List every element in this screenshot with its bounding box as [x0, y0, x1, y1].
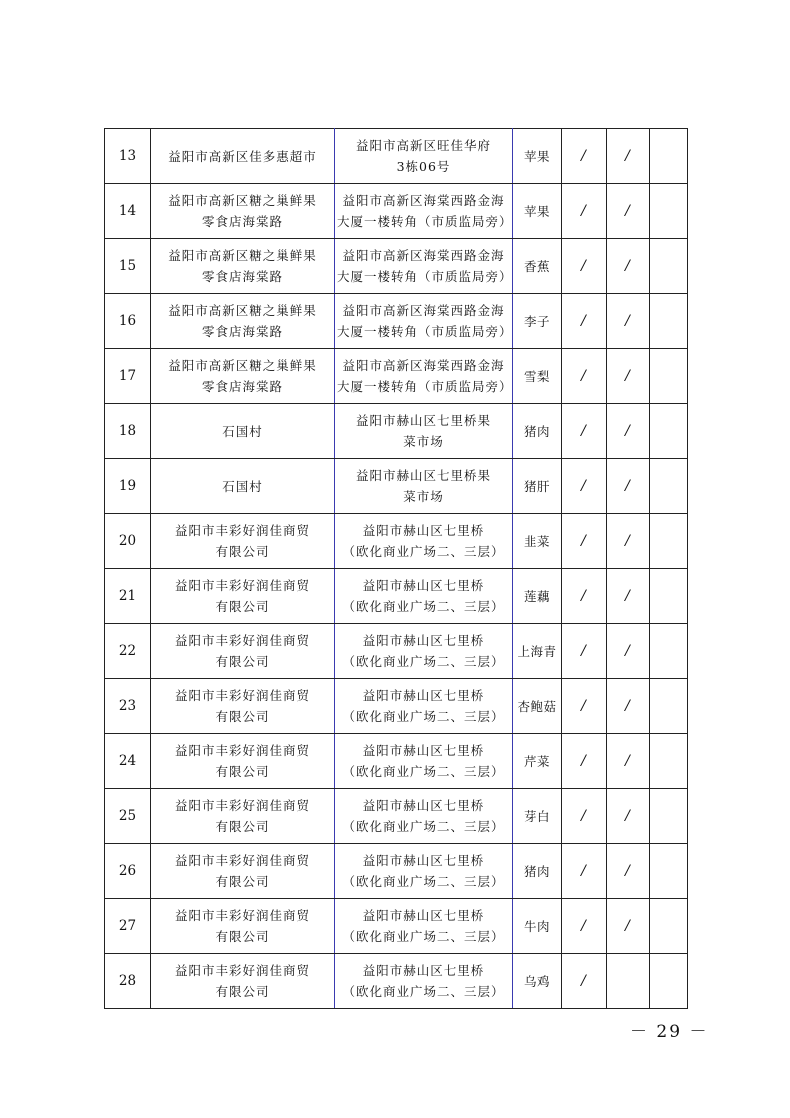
address-cell: 益阳市赫山区七里桥 （欧化商业广场二、三层） — [335, 624, 513, 679]
row-number: 23 — [105, 679, 151, 734]
entity-name-cell: 益阳市丰彩好润佳商贸 有限公司 — [151, 569, 335, 624]
result-cell-1: / — [562, 239, 607, 294]
remark-cell — [650, 789, 688, 844]
remark-cell — [650, 954, 688, 1009]
sample-name-cell: 猪肝 — [513, 459, 562, 514]
result-cell-1: / — [562, 349, 607, 404]
row-number: 26 — [105, 844, 151, 899]
row-number: 17 — [105, 349, 151, 404]
result-cell-1: / — [562, 734, 607, 789]
result-cell-2: / — [607, 624, 650, 679]
result-cell-1: / — [562, 294, 607, 349]
address-cell: 益阳市赫山区七里桥 （欧化商业广场二、三层） — [335, 844, 513, 899]
row-number: 27 — [105, 899, 151, 954]
sample-name-cell: 雪梨 — [513, 349, 562, 404]
remark-cell — [650, 129, 688, 184]
result-cell-2: / — [607, 294, 650, 349]
remark-cell — [650, 294, 688, 349]
remark-cell — [650, 844, 688, 899]
table-row — [105, 734, 688, 789]
table-row — [105, 624, 688, 679]
entity-name-cell: 益阳市丰彩好润佳商贸 有限公司 — [151, 899, 335, 954]
table-row — [105, 349, 688, 404]
sample-name-cell: 猪肉 — [513, 844, 562, 899]
address-cell: 益阳市赫山区七里桥 （欧化商业广场二、三层） — [335, 734, 513, 789]
entity-name-cell: 益阳市丰彩好润佳商贸 有限公司 — [151, 514, 335, 569]
entity-name-cell: 益阳市丰彩好润佳商贸 有限公司 — [151, 734, 335, 789]
result-cell-1: / — [562, 569, 607, 624]
result-cell-2: / — [607, 239, 650, 294]
entity-name-cell: 益阳市丰彩好润佳商贸 有限公司 — [151, 789, 335, 844]
sample-name-cell: 牛肉 — [513, 899, 562, 954]
table-row — [105, 789, 688, 844]
table-row — [105, 294, 688, 349]
row-number: 22 — [105, 624, 151, 679]
table-row — [105, 679, 688, 734]
entity-name-cell: 石国村 — [151, 404, 335, 459]
result-cell-1: / — [562, 899, 607, 954]
table-row — [105, 954, 688, 1009]
result-cell-1: / — [562, 514, 607, 569]
table-row — [105, 899, 688, 954]
sample-name-cell: 猪肉 — [513, 404, 562, 459]
page-number: － 29 － — [630, 1022, 709, 1042]
table-row — [105, 129, 688, 184]
result-cell-1: / — [562, 184, 607, 239]
entity-name-cell: 益阳市高新区糖之巢鲜果 零食店海棠路 — [151, 184, 335, 239]
table-row — [105, 459, 688, 514]
address-cell: 益阳市高新区海棠西路金海 大厦一楼转角（市质监局旁） — [335, 239, 513, 294]
entity-name-cell: 益阳市高新区佳多惠超市 — [151, 129, 335, 184]
row-number: 24 — [105, 734, 151, 789]
remark-cell — [650, 624, 688, 679]
result-cell-1: / — [562, 404, 607, 459]
address-cell: 益阳市赫山区七里桥 （欧化商业广场二、三层） — [335, 569, 513, 624]
remark-cell — [650, 239, 688, 294]
remark-cell — [650, 349, 688, 404]
sample-name-cell: 乌鸡 — [513, 954, 562, 1009]
remark-cell — [650, 569, 688, 624]
sample-name-cell: 韭菜 — [513, 514, 562, 569]
remark-cell — [650, 899, 688, 954]
result-cell-2: / — [607, 789, 650, 844]
table-body — [105, 129, 688, 1009]
entity-name-cell: 益阳市丰彩好润佳商贸 有限公司 — [151, 679, 335, 734]
sample-name-cell: 上海青 — [513, 624, 562, 679]
inspection-table — [104, 128, 688, 1009]
entity-name-cell: 益阳市高新区糖之巢鲜果 零食店海棠路 — [151, 239, 335, 294]
address-cell: 益阳市赫山区七里桥 （欧化商业广场二、三层） — [335, 679, 513, 734]
address-cell: 益阳市高新区海棠西路金海 大厦一楼转角（市质监局旁） — [335, 349, 513, 404]
sample-name-cell: 李子 — [513, 294, 562, 349]
sample-name-cell: 苹果 — [513, 129, 562, 184]
table-row — [105, 844, 688, 899]
result-cell-2: / — [607, 569, 650, 624]
sample-name-cell: 香蕉 — [513, 239, 562, 294]
entity-name-cell: 益阳市丰彩好润佳商贸 有限公司 — [151, 624, 335, 679]
entity-name-cell: 益阳市丰彩好润佳商贸 有限公司 — [151, 844, 335, 899]
row-number: 25 — [105, 789, 151, 844]
result-cell-1: / — [562, 624, 607, 679]
sample-name-cell: 莲藕 — [513, 569, 562, 624]
table-row — [105, 569, 688, 624]
remark-cell — [650, 404, 688, 459]
row-number: 18 — [105, 404, 151, 459]
table-row — [105, 514, 688, 569]
result-cell-2: / — [607, 459, 650, 514]
result-cell-2 — [607, 954, 650, 1009]
result-cell-1: / — [562, 459, 607, 514]
result-cell-2: / — [607, 734, 650, 789]
result-cell-1: / — [562, 129, 607, 184]
address-cell: 益阳市赫山区七里桥 （欧化商业广场二、三层） — [335, 789, 513, 844]
result-cell-2: / — [607, 899, 650, 954]
sample-name-cell: 芹菜 — [513, 734, 562, 789]
row-number: 28 — [105, 954, 151, 1009]
result-cell-1: / — [562, 844, 607, 899]
result-cell-1: / — [562, 954, 607, 1009]
row-number: 14 — [105, 184, 151, 239]
row-number: 21 — [105, 569, 151, 624]
remark-cell — [650, 514, 688, 569]
result-cell-2: / — [607, 844, 650, 899]
address-cell: 益阳市赫山区七里桥果 菜市场 — [335, 459, 513, 514]
remark-cell — [650, 459, 688, 514]
sample-name-cell: 杏鲍菇 — [513, 679, 562, 734]
result-cell-1: / — [562, 679, 607, 734]
result-cell-2: / — [607, 184, 650, 239]
entity-name-cell: 益阳市高新区糖之巢鲜果 零食店海棠路 — [151, 349, 335, 404]
remark-cell — [650, 734, 688, 789]
remark-cell — [650, 679, 688, 734]
entity-name-cell: 石国村 — [151, 459, 335, 514]
row-number: 13 — [105, 129, 151, 184]
address-cell: 益阳市赫山区七里桥果 菜市场 — [335, 404, 513, 459]
row-number: 20 — [105, 514, 151, 569]
row-number: 19 — [105, 459, 151, 514]
address-cell: 益阳市赫山区七里桥 （欧化商业广场二、三层） — [335, 514, 513, 569]
address-cell: 益阳市高新区海棠西路金海 大厦一楼转角（市质监局旁） — [335, 184, 513, 239]
sample-name-cell: 芽白 — [513, 789, 562, 844]
result-cell-2: / — [607, 129, 650, 184]
table-row — [105, 404, 688, 459]
entity-name-cell: 益阳市丰彩好润佳商贸 有限公司 — [151, 954, 335, 1009]
row-number: 16 — [105, 294, 151, 349]
address-cell: 益阳市赫山区七里桥 （欧化商业广场二、三层） — [335, 954, 513, 1009]
address-cell: 益阳市赫山区七里桥 （欧化商业广场二、三层） — [335, 899, 513, 954]
sample-name-cell: 苹果 — [513, 184, 562, 239]
result-cell-2: / — [607, 404, 650, 459]
table-row — [105, 184, 688, 239]
table-row — [105, 239, 688, 294]
result-cell-1: / — [562, 789, 607, 844]
result-cell-2: / — [607, 349, 650, 404]
result-cell-2: / — [607, 514, 650, 569]
entity-name-cell: 益阳市高新区糖之巢鲜果 零食店海棠路 — [151, 294, 335, 349]
result-cell-2: / — [607, 679, 650, 734]
address-cell: 益阳市高新区旺佳华府 3栋06号 — [335, 129, 513, 184]
address-cell: 益阳市高新区海棠西路金海 大厦一楼转角（市质监局旁） — [335, 294, 513, 349]
row-number: 15 — [105, 239, 151, 294]
remark-cell — [650, 184, 688, 239]
